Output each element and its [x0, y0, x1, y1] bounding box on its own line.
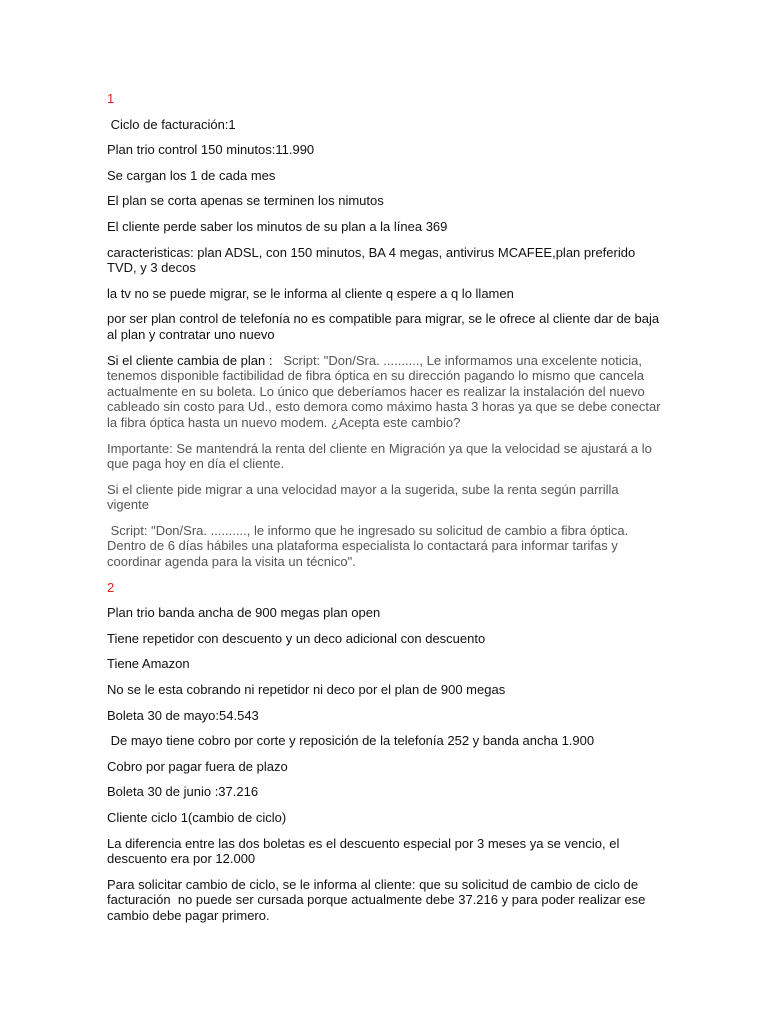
section-number-1: 1	[107, 91, 115, 106]
speed-note: Si el cliente pide migrar a una velocidad mayor a la sugerida, sube la renta según parrilla vigente	[107, 481, 623, 513]
amazon-line: Tiene Amazon	[107, 656, 190, 672]
plan-line: Plan trio control 150 minutos:11.990	[107, 142, 315, 158]
control-plan-line: por ser plan control de telefonía no es compatible para migrar, se le ofrece al cliente dar de baja al plan y contratar uno nuevo	[107, 311, 663, 342]
may-charge-line: De mayo tiene cobro por corte y reposición de la telefonía 252 y banda ancha 1.900	[107, 733, 595, 749]
plan-change-paragraph	[107, 353, 663, 431]
important-note: Importante: Se mantendrá la renta del cliente en Migración ya que la velocidad se ajustará a lo que paga hoy en día el cliente.	[107, 440, 656, 472]
document-page	[107, 91, 663, 934]
plan-900-line: Plan trio banda ancha de 900 megas plan open	[107, 605, 381, 621]
section-number-2: 2	[107, 579, 115, 595]
features-line: caracteristicas: plan ADSL, con 150 minutos, BA 4 megas, antivirus MCAFEE,plan preferido TVD, y 3 decos	[107, 244, 639, 276]
plan-cutoff-line: El plan se corta apenas se terminen los nimutos	[107, 193, 384, 209]
minutes-info-line: El cliente perde saber los minutos de su plan a la línea 369	[107, 218, 448, 234]
june-bill-line: Boleta 30 de junio :37.216	[107, 784, 259, 800]
charge-date-line: Se cargan los 1 de cada mes	[107, 167, 276, 183]
repeater-line: Tiene repetidor con descuento y un deco adicional con descuento	[107, 630, 486, 646]
billing-cycle-line: Ciclo de facturación:1	[107, 116, 236, 132]
tv-migration-line: la tv no se puede migrar, se le informa al cliente q espere a q lo llamen	[107, 285, 514, 301]
plan-change-label: Si el cliente cambia de plan :	[107, 352, 284, 368]
cycle-change-request-line: Para solicitar cambio de ciclo, se le informa al cliente: que su solicitud de cambio de ciclo de facturación no puede ser cursada porque actualmente debe 37.216 y para poder realizar ese cambio debe pagar primero.	[107, 876, 650, 923]
bill-difference-line: La diferencia entre las dos boletas es el descuento especial por 3 meses ya se vencio, el descuento era por 12.000	[107, 835, 623, 867]
fiber-request-script: Script: "Don/Sra. .........., le informo que he ingresado su solicitud de cambio a fibra óptica. Dentro de 6 días hábiles una plataforma especialista lo contactará para informar tarifas y coordinar agenda para la visita un técnico".	[107, 522, 632, 570]
may-bill-line: Boleta 30 de mayo:54.543	[107, 707, 259, 723]
not-charging-line: No se le esta cobrando ni repetidor ni deco por el plan de 900 megas	[107, 682, 506, 698]
late-payment-line: Cobro por pagar fuera de plazo	[107, 758, 288, 774]
cycle-change-line: Cliente ciclo 1(cambio de ciclo)	[107, 810, 287, 825]
plan-change-script: Script: "Don/Sra. .........., Le informamos una excelente noticia, tenemos disponible factibilidad de fibra óptica en su dirección pagando lo mismo que cancela actualmente en su boleta. Lo único que deberíamos hacer es realizar la instalación del nuevo cableado sin costo para Ud., esto demora como máximo hasta 3 horas ya que se debe conectar la fibra óptica hasta un nuevo modem. ¿Acepta este cambio?	[107, 352, 665, 430]
